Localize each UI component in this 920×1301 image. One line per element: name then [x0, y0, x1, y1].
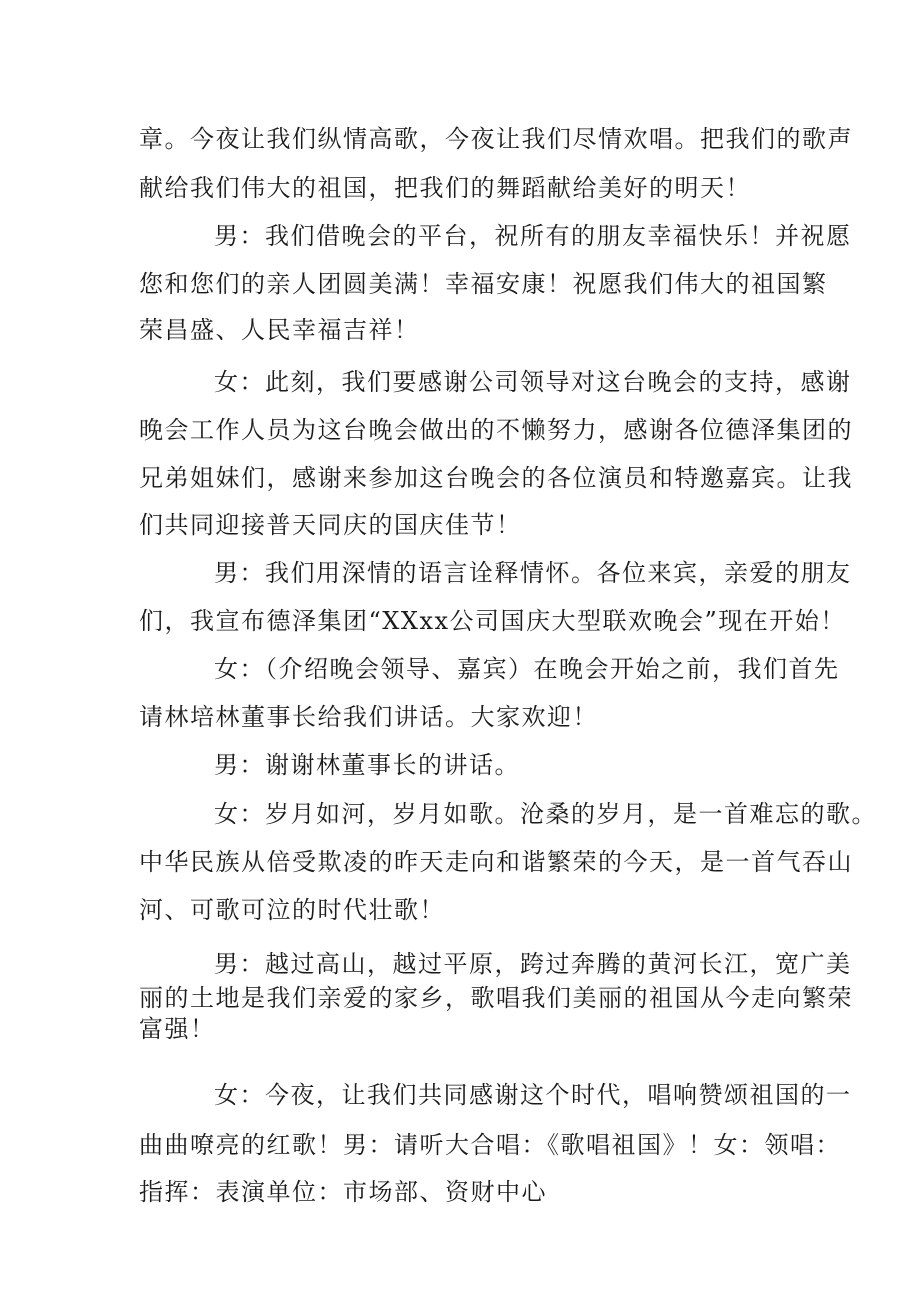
text-line: 章。今夜让我们纵情高歌，今夜让我们尽情欢唱。把我们的歌声 [139, 125, 853, 153]
text-line: 们，我宣布德泽集团“XXxx公司国庆大型联欢晚会”现在开始！ [139, 607, 846, 635]
text-line: 兄弟姐妹们，感谢来参加这台晚会的各位演员和特邀嘉宾。让我 [139, 464, 853, 492]
text-line: 男：越过高山，越过平原，跨过奔腾的黄河长江，宽广美 [214, 950, 852, 978]
text-line: 男：我们借晚会的平台，祝所有的朋友幸福快乐！并祝愿 [214, 222, 852, 250]
text-line: 丽的土地是我们亲爱的家乡，歌唱我们美丽的祖国从今走向繁荣 [139, 984, 853, 1012]
text-line: 们共同迎接普天同庆的国庆佳节！ [139, 511, 522, 539]
text-line: 女：（介绍晚会领导、嘉宾）在晚会开始之前，我们首先 [214, 655, 840, 683]
text-line: 女：岁月如河，岁月如歌。沧桑的岁月，是一首难忘的歌。 [214, 800, 877, 828]
text-line: 河、可歌可泣的时代壮歌！ [139, 896, 445, 924]
text-line: 女：今夜，让我们共同感谢这个时代，唱响赞颂祖国的一 [214, 1081, 852, 1109]
text-line: 献给我们伟大的祖国，把我们的舞蹈献给美好的明天！ [139, 174, 751, 202]
text-line: 富强！ [139, 1015, 216, 1043]
text-line: 指挥：表演单位：市场部、资财中心 [139, 1178, 547, 1206]
text-line: 男：我们用深情的语言诠释情怀。各位来宾，亲爱的朋友 [214, 559, 852, 587]
text-line: 您和您们的亲人团圆美满！幸福安康！祝愿我们伟大的祖国繁 [139, 270, 828, 298]
text-line: 曲曲嘹亮的红歌！男：请听大合唱：《歌唱祖国》！女：领唱： [139, 1131, 841, 1159]
text-line: 女：此刻，我们要感谢公司领导对这台晚会的支持，感谢 [214, 368, 852, 396]
text-line: 请林培林董事长给我们讲话。大家欢迎！ [139, 703, 598, 731]
text-line: 中华民族从倍受欺凌的昨天走向和谐繁荣的今天，是一首气吞山 [139, 848, 853, 876]
text-line: 晚会工作人员为这台晚会做出的不懒努力，感谢各位德泽集团的 [139, 416, 853, 444]
text-line: 荣昌盛、人民幸福吉祥！ [139, 316, 420, 344]
text-line: 男：谢谢林董事长的讲话。 [214, 751, 520, 779]
